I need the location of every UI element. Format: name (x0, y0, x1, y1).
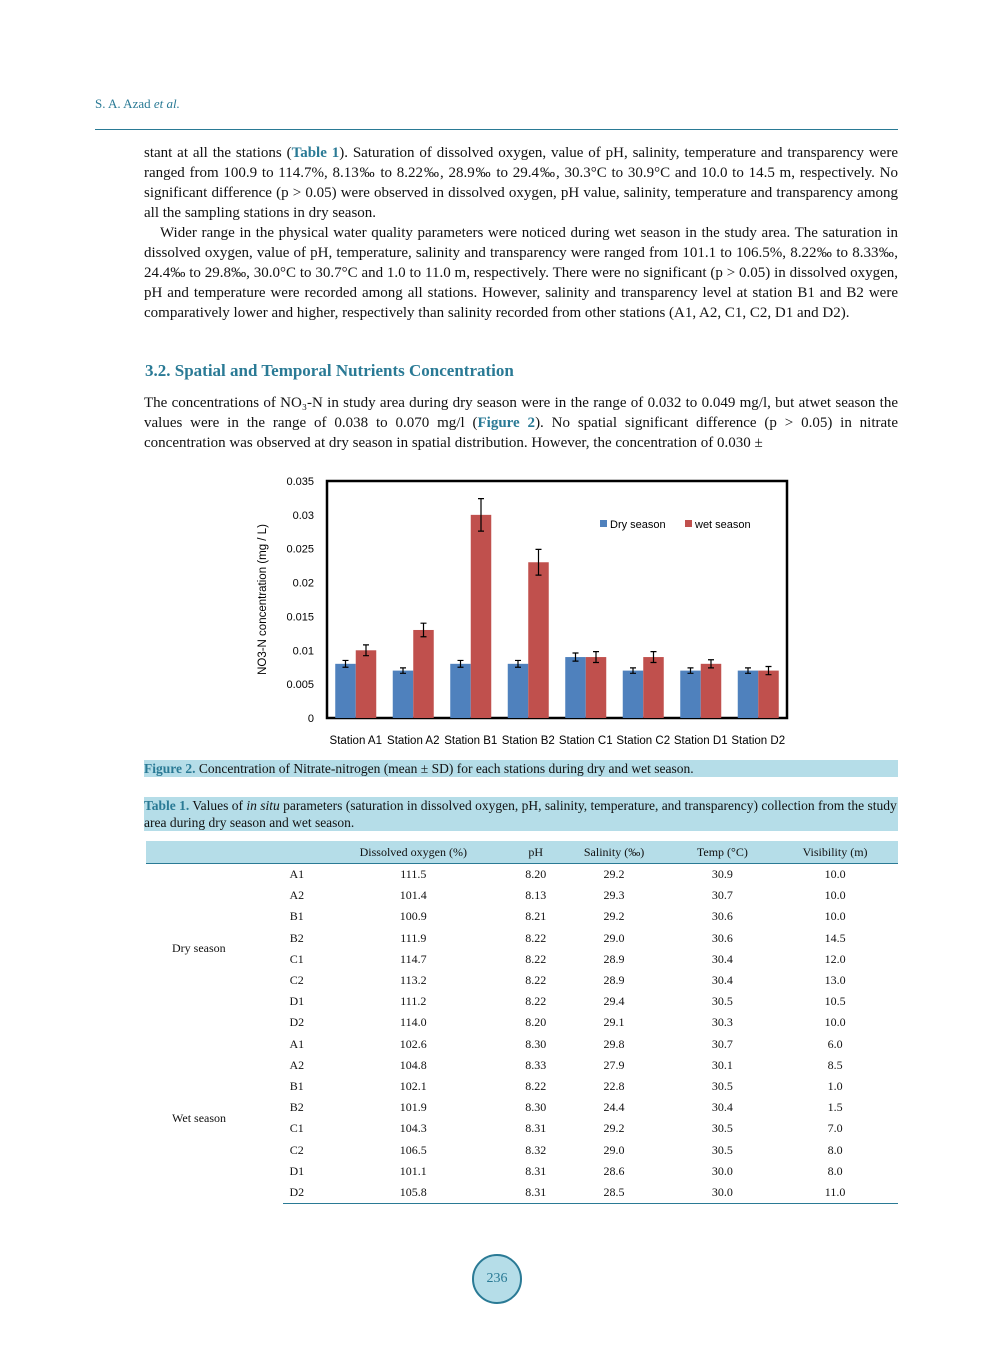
table-cell: 8.5 (827, 1057, 843, 1072)
table-cell: 30.5 (711, 994, 733, 1009)
table-cell: 8.31 (525, 1121, 547, 1136)
table-cell: 11.0 (772, 1182, 898, 1204)
table-cell: A1 (289, 867, 305, 882)
table-cell: 22.8 (603, 1078, 625, 1093)
table-cell: 106.5 (399, 1142, 427, 1157)
table-cell: 8.22 (525, 951, 547, 966)
table-cell: C1 (289, 1121, 304, 1136)
table-cell: 10.0 (824, 1015, 846, 1030)
table-cell: 8.31 (525, 1163, 547, 1178)
bar-wet (586, 657, 607, 718)
running-header (95, 96, 180, 112)
header-authors: S. A. Azad (95, 96, 151, 111)
table-cell: 30.4 (711, 1100, 733, 1115)
table-cell: 24.4 (603, 1100, 625, 1115)
table-cell: C1 (289, 951, 304, 966)
table-row (146, 864, 898, 886)
table-cell: 7.0 (827, 1121, 843, 1136)
table-row (146, 1034, 898, 1055)
table-cell: D2 (289, 1015, 305, 1030)
table-cell: 101.1 (399, 1163, 427, 1178)
table-cell: 100.9 (399, 909, 427, 924)
table-cell: D1 (289, 1163, 305, 1178)
table-cell: 29.0 (603, 930, 625, 945)
nitrate-bar-chart (250, 470, 800, 750)
legend-label: wet season (695, 519, 751, 531)
bar-wet (701, 664, 722, 718)
y-tick-label: 0.02 (292, 577, 314, 590)
table-cell: 1.0 (827, 1078, 843, 1093)
table-cell: 27.9 (603, 1057, 625, 1072)
table-cell: 111.2 (400, 994, 427, 1009)
x-tick-label: Station A1 (329, 735, 382, 747)
table-cell: 28.5 (555, 1182, 672, 1204)
table-cell: A2 (289, 1057, 305, 1072)
table-cell: 30.7 (711, 1036, 733, 1051)
table-cell: 30.7 (711, 888, 733, 903)
y-tick-label: 0 (307, 713, 314, 725)
column-header: pH (516, 841, 555, 864)
x-tick-label: Station B1 (444, 735, 498, 747)
y-tick-label: 0.005 (286, 679, 314, 692)
table-cell: 29.3 (603, 888, 625, 903)
figure-caption: Figure 2. Concentration of Nitrate-nitrogen (mean ± SD) for each stations during dry and wet season. (144, 760, 898, 777)
table-cell: 101.4 (399, 888, 427, 903)
table-cell: 102.1 (399, 1078, 427, 1093)
table-cell: 30.5 (711, 1142, 733, 1157)
table-cell: 30.3 (711, 1015, 733, 1030)
paragraph-1: stant at all the stations (Table 1). Saturation of dissolved oxygen, value of pH, salinity, temperature and transparency were ranged from 100.9 to 114.7%, 8.13‰ to 8.22‰, 28.9‰ to 29.4‰, 30.3°C to 30.9°C and 10.0 to 14.5 m, respectively. No significant difference (p > 0.05) were observed in dissolved oxygen, pH value, salinity, temperature and transparency among all the sampling stations in dry season. Wider range in the physical water quality parameters were noticed during wet season in the study area. The saturation in dissolved oxygen, value of pH, temperature, salinity and transparency were ranged from 101.1 to 106.5%, 8.22‰ to 8.33‰, 24.4‰ to 29.8‰, 30.0°C to 30.7°C and 1.0 to 11.0 m, respectively. There were no significant (p > 0.05) in dissolved oxygen, pH and temperature were recorded among all stations. However, salinity and transparency level at station B1 and B2 were comparatively lower and higher, respectively than salinity recorded from other stations (A1, A2, C1, C2, D1 and D2). (144, 145, 898, 321)
column-header: Temp (°C) (673, 841, 773, 864)
y-tick-label: 0.015 (286, 611, 314, 624)
column-header: Dissolved oxygen (%) (311, 841, 516, 864)
x-tick-label: Station C1 (558, 735, 613, 747)
table-cell: 102.6 (399, 1036, 427, 1051)
table-cell: 30.0 (673, 1182, 773, 1204)
table-cell: 1.5 (827, 1100, 843, 1115)
bar-dry (623, 671, 644, 718)
bar-wet (471, 515, 492, 718)
table-cell: B2 (289, 1100, 304, 1115)
table-cell: 29.4 (603, 994, 625, 1009)
paragraph-3: The concentrations of NO₃-N in study area during dry season were in the range of 0.032 to 0.049 mg/l, but atwet season the values were in the range of 0.038 to 0.070 mg/l (Figure 2). No spatial significant difference (p > 0.05) in nitrate concentration was observed at dry season in spatial distribution. However, the concentration of 0.030 ± (144, 395, 898, 451)
x-tick-label: Station B2 (501, 735, 555, 747)
table-cell: 12.0 (824, 951, 846, 966)
bar-dry (450, 664, 471, 718)
table-cell: A1 (289, 1036, 305, 1051)
header-rule (95, 129, 898, 130)
table-cell: 6.0 (827, 1036, 843, 1051)
table-cell: B1 (289, 1078, 304, 1093)
bar-dry (335, 664, 356, 718)
table-cell: 28.9 (603, 973, 625, 988)
table-cell: 101.9 (399, 1100, 427, 1115)
table-cell: 28.9 (603, 951, 625, 966)
table-1-link[interactable]: Table 1 (291, 145, 340, 161)
table-cell: D2 (283, 1182, 311, 1204)
table-cell: 8.32 (525, 1142, 547, 1157)
figure-2-link[interactable]: Figure 2 (477, 415, 536, 431)
bar-wet (356, 650, 377, 718)
table-cell: C2 (289, 1142, 304, 1157)
table-caption: Table 1. Values of in situ parameters (saturation in dissolved oxygen, pH, salinity, temperature, and transparency) collection from the study area during dry season and wet season. (144, 798, 897, 830)
x-tick-label: Station D2 (731, 735, 786, 747)
table-cell: 8.0 (827, 1163, 843, 1178)
bar-wet (758, 671, 779, 718)
table-cell: 8.30 (525, 1036, 547, 1051)
table-cell: 10.0 (824, 888, 846, 903)
bar-wet (528, 562, 549, 718)
table-cell: 10.0 (824, 867, 846, 882)
table-cell: 8.22 (525, 994, 547, 1009)
table-cell: 8.0 (827, 1142, 843, 1157)
table-cell: 30.9 (711, 867, 733, 882)
table-cell: 10.5 (824, 994, 846, 1009)
column-header: Salinity (‰) (555, 841, 672, 864)
bar-wet (643, 657, 664, 718)
table-cell: 29.2 (603, 1121, 625, 1136)
legend-swatch (600, 520, 607, 527)
x-tick-label: Station A2 (387, 735, 440, 747)
table-cell: 8.20 (525, 867, 547, 882)
table-cell: 114.0 (400, 1015, 427, 1030)
table-cell: 29.2 (603, 867, 625, 882)
table-cell: A2 (289, 888, 305, 903)
y-tick-label: 0.035 (286, 476, 314, 488)
table-cell: 28.6 (603, 1163, 625, 1178)
table-cell: 29.8 (603, 1036, 625, 1051)
table-cell: 8.22 (525, 1078, 547, 1093)
table-cell: 13.0 (824, 973, 846, 988)
paragraph-2: Wider range in the physical water quality parameters were noticed during wet season in the study area. The saturation in dissolved oxygen, value of pH, temperature, salinity and transparency were ranged from 101.1 to 106.5%, 8.22‰ to 8.33‰, 24.4‰ to 29.8‰, 30.0°C to 30.7°C and 1.0 to 11.0 m, respectively. There were no significant (p > 0.05) in dissolved oxygen, pH and temperature were recorded among all stations. However, salinity and transparency level at station B1 and B2 were comparatively lower and higher, respectively than salinity recorded from other stations (A1, A2, C1, C2, D1 and D2). (144, 225, 898, 321)
table-cell: 105.8 (311, 1182, 516, 1204)
table-cell: 111.5 (400, 867, 427, 882)
table-cell: 30.1 (711, 1057, 733, 1072)
table-cell: 8.22 (525, 973, 547, 988)
column-header (283, 841, 311, 864)
legend-label: Dry season (610, 519, 666, 531)
bar-dry (508, 664, 529, 718)
table-cell: 10.0 (824, 909, 846, 924)
season-label: Wet season (172, 1111, 227, 1125)
table-cell: 114.7 (400, 951, 427, 966)
table-cell: 8.13 (525, 888, 547, 903)
table-cell: 104.8 (399, 1057, 427, 1072)
table-cell: 8.33 (525, 1057, 547, 1072)
table-cell: 30.6 (711, 930, 733, 945)
parameters-table (146, 841, 898, 1204)
table-cell: 29.2 (603, 909, 625, 924)
x-tick-label: Station C2 (616, 735, 671, 747)
page-number: 236 (472, 1254, 522, 1304)
table-cell: C2 (289, 973, 304, 988)
x-tick-label: Station D1 (673, 735, 728, 747)
column-header: Visibility (m) (772, 841, 898, 864)
table-cell: 29.1 (603, 1015, 625, 1030)
table-cell: 8.22 (525, 930, 547, 945)
table-cell: 8.31 (516, 1182, 555, 1204)
table-cell: 8.21 (525, 909, 547, 924)
table-cell: B2 (289, 930, 304, 945)
legend-swatch (685, 520, 692, 527)
table-cell: 14.5 (824, 930, 846, 945)
table-cell: 111.9 (400, 930, 427, 945)
table-cell: 8.20 (525, 1015, 547, 1030)
bar-dry (738, 671, 759, 718)
y-tick-label: 0.03 (292, 509, 314, 522)
section-title: 3.2. Spatial and Temporal Nutrients Concentration (145, 361, 514, 380)
bar-wet (413, 630, 434, 718)
y-tick-label: 0.025 (286, 543, 314, 556)
table-cell: 30.5 (711, 1121, 733, 1136)
table-cell: 8.30 (525, 1100, 547, 1115)
table-cell: 30.4 (711, 973, 733, 988)
table-cell: D1 (289, 994, 305, 1009)
column-header (146, 841, 283, 864)
table-cell: 29.0 (603, 1142, 625, 1157)
header-etal: et al. (153, 96, 180, 111)
y-tick-label: 0.01 (292, 645, 314, 658)
bar-dry (680, 671, 701, 718)
table-cell: 104.3 (399, 1121, 427, 1136)
table-cell: 30.5 (711, 1078, 733, 1093)
bar-dry (565, 657, 586, 718)
y-axis-label: NO3-N concentration (mg / L) (257, 524, 269, 675)
table-cell: 30.0 (711, 1163, 733, 1178)
bar-dry (393, 671, 414, 718)
table-cell: 113.2 (400, 973, 427, 988)
table-cell: 30.6 (711, 909, 733, 924)
table-cell: 30.4 (711, 951, 733, 966)
table-cell: B1 (289, 909, 304, 924)
season-label: Dry season (172, 941, 226, 956)
